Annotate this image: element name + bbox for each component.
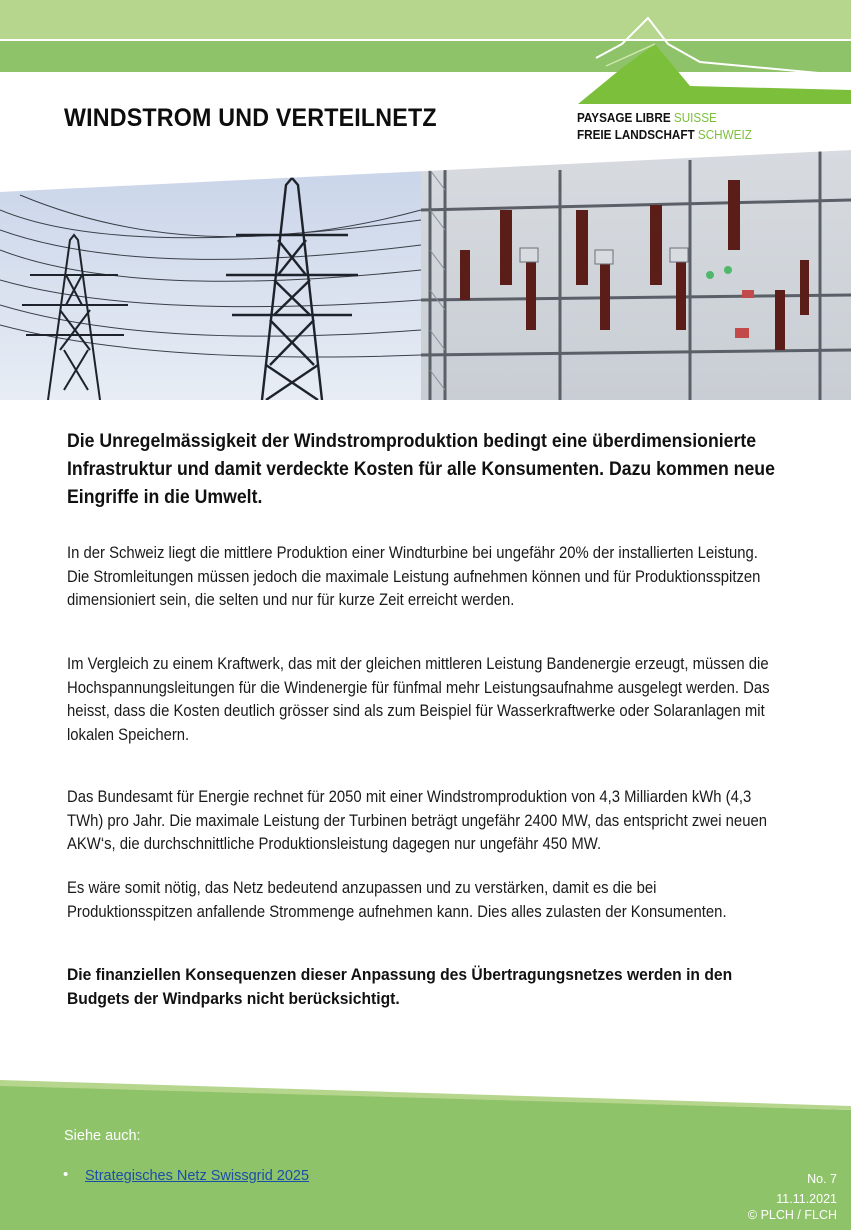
header-band-top (0, 0, 851, 40)
logo-text-accent: SCHWEIZ (697, 127, 752, 142)
body-paragraph-1: In der Schweiz liegt die mittlere Produktion einer Windturbine bei ungefähr 20% der installierten Leistung. Die Stromleitungen müssen jedoch die maximale Leistung aufnehmen können und für Produktionsspitzen dimensioniert sein, die selten und nur für kurze Zeit erreicht werden. (67, 544, 761, 609)
body-paragraph-3: Das Bundesamt für Energie rechnet für 2050 mit einer Windstromproduktion von 4,3 Milliarden kWh (4,3 TWh) pro Jahr. Die maximale Leistung der Turbinen beträgt ungefähr 2400 MW, das entspricht zwei neuen AKW‘s, die durchschnittliche Produktionsleistung dagegen nur ungefähr 450 MW. (67, 788, 767, 853)
document-date: 11.11.2021 (776, 1192, 837, 1206)
conclusion-paragraph: Die finanziellen Konsequenzen dieser Anpassung des Übertragungsnetzes werden in den Budgets der Windparks nicht berücksichtigt. (67, 965, 733, 1008)
document-number: No. 7 (807, 1172, 837, 1186)
photo-banner (0, 150, 851, 400)
lead-paragraph: Die Unregelmässigkeit der Windstromproduktion bedingt eine überdimensionierte Infrastruktur und damit verdeckte Kosten für alle Konsumenten. Dazu kommen neue Eingriffe in die Umwelt. (67, 431, 775, 508)
header-band-middle (0, 40, 851, 72)
body-paragraph-2: Im Vergleich zu einem Kraftwerk, das mit der gleichen mittleren Leistung Bandenergie erzeugt, müssen die Hochspannungsleitungen für die Windenergie für fünfmal mehr Leistungsaufnahme ausgelegt werden. Das heisst, dass die Kosten deutlich grösser sind als zum Beispiel für Wasserkraftwerke oder Solaranlagen mit lokalen Speichern. (67, 655, 770, 744)
footer-banner (0, 1080, 851, 1230)
logo-text-main: PAYSAGE LIBRE (577, 110, 671, 125)
see-also-label: Siehe auch: (64, 1128, 141, 1144)
logo-line-2 (577, 127, 752, 142)
copyright-notice: © PLCH / FLCH (747, 1208, 837, 1222)
bullet-icon: • (63, 1166, 69, 1183)
logo-line-1 (577, 110, 717, 125)
body-paragraph-4: Es wäre somit nötig, das Netz bedeutend anzupassen und zu verstärken, damit es die bei Produktionsspitzen anfallende Strommenge aufnehmen kann. Dies alles zulasten der Konsumenten. (67, 879, 727, 921)
logo-text-main: FREIE LANDSCHAFT (577, 127, 695, 142)
swissgrid-link[interactable]: Strategisches Netz Swissgrid 2025 (85, 1168, 310, 1184)
page-title: WINDSTROM UND VERTEILNETZ (64, 104, 437, 132)
logo-text-accent: SUISSE (673, 110, 717, 125)
